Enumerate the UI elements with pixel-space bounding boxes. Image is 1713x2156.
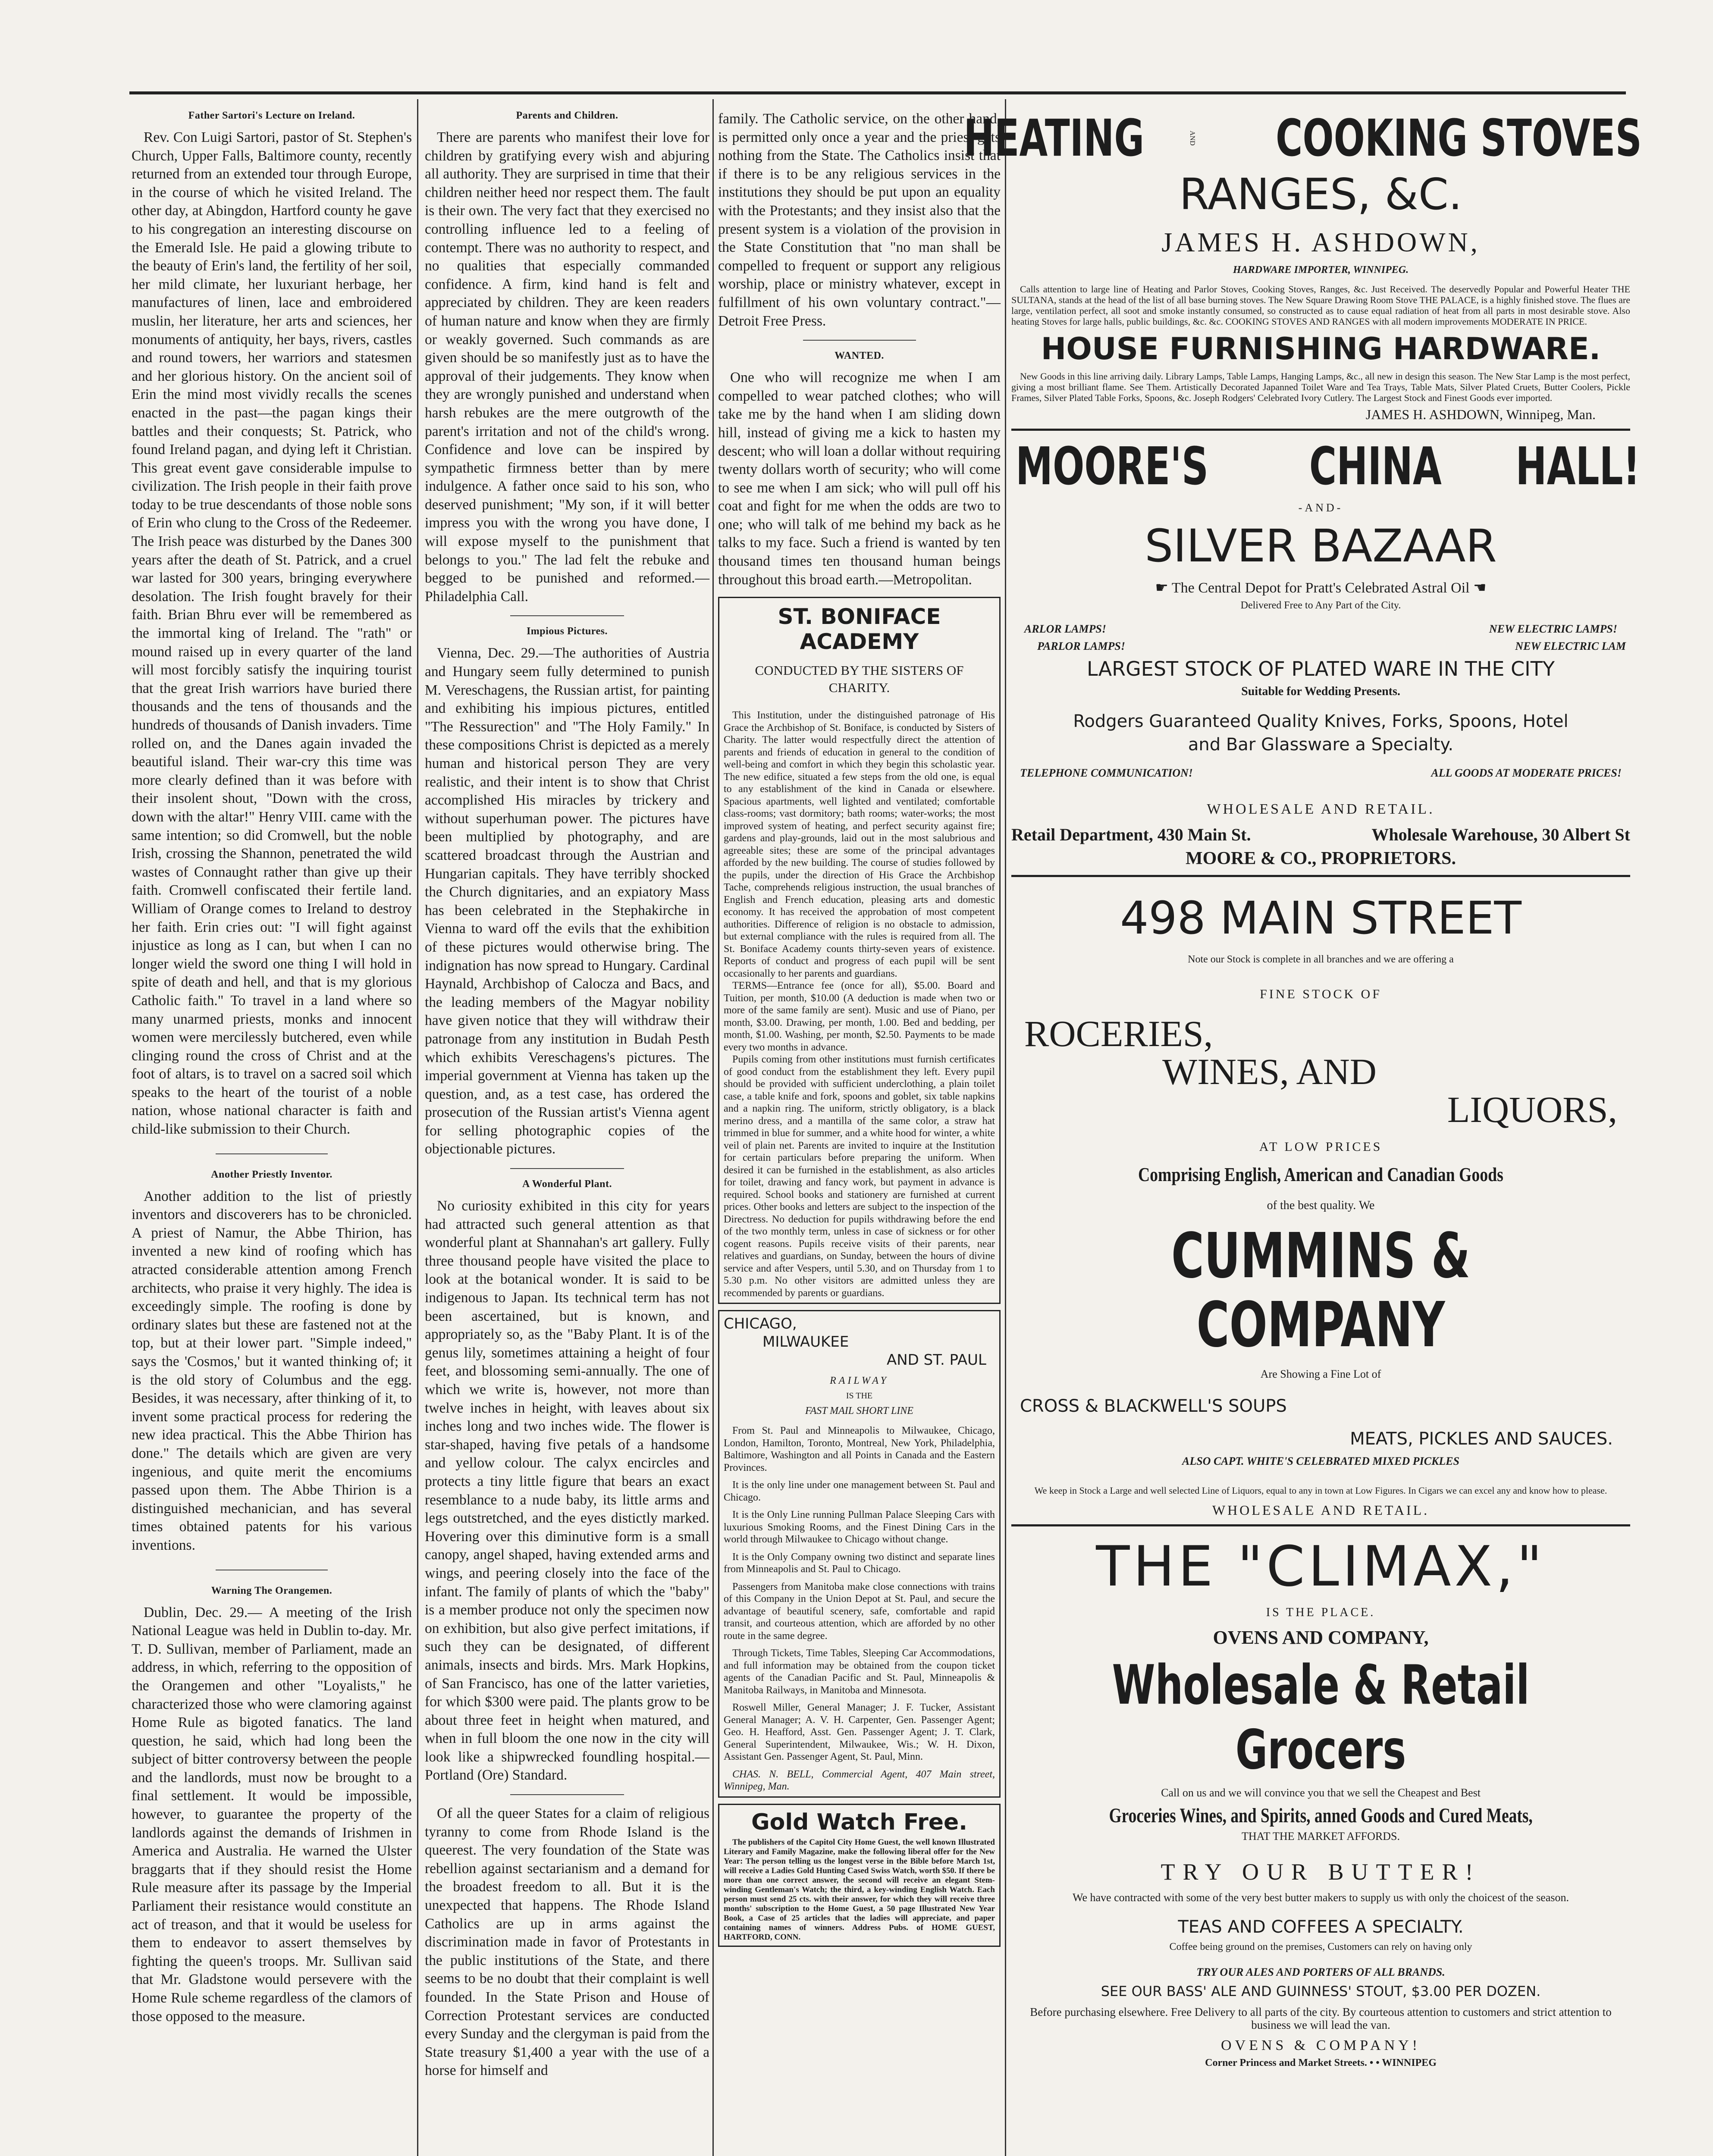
moore-free: Delivered Free to Any Part of the City. xyxy=(1240,600,1401,611)
lamp-line-2b: NEW ELECTRIC LAM xyxy=(1515,640,1626,652)
railway-line5: IS THE xyxy=(846,1391,873,1401)
separator xyxy=(803,340,916,341)
ashdown-sub: HARDWARE IMPORTER, WINNIPEG. xyxy=(1233,264,1409,276)
academy-title: ST. BONIFACE ACADEMY xyxy=(778,604,941,655)
article-body: There are parents who manifest their love for children by gratifying every wish and abjuring all authority. They are surprised in time that their children neither heed nor respect them. The fault is their own. The very fact that they exercised no controlling influence led to a feeling of contempt. There was no authority to respect, and no qualities that especially commanded confidence. A firm, kind hand is felt and appreciated by children. They are keen readers of human nature and know when they are firmly or weakly governed. Such commands as are given should be so manifestly just as to have the approval of their judgements. They know when they are wrongly punished and understand when harsh rebukes are the mere outgrowth of the parent's irritation and not of the child's wrong. Confidence and love can be inspired by sympathetic firmness better than by mere indulgence. A father once said to his son, who deserved punishment; "My son, if it will better impress you with the wrong you have done, I will expose myself to the punishment that belongs to you." The lad felt the rebuke and begged to be punished and reformed.—Philadelphia Call. xyxy=(425,129,709,605)
teas-coffees: TEAS AND COFFEES A SPECIALTY. xyxy=(1178,1917,1464,1937)
railway-advertisement xyxy=(718,1310,1001,1798)
wholesale-warehouse: Wholesale Warehouse, 30 Albert St xyxy=(1371,825,1630,844)
moore-word-2: CHINA xyxy=(1309,437,1442,497)
separator xyxy=(216,1153,328,1154)
wines-heading: WINES, AND xyxy=(1162,1051,1377,1092)
article-title: Impious Pictures. xyxy=(526,626,608,637)
moore-word-1: MOORE'S xyxy=(1016,437,1209,497)
rodgers-knives: Rodgers Guaranteed Quality Knives, Forks, Spoons, Hotel xyxy=(1073,711,1569,731)
article-title: A Wonderful Plant. xyxy=(522,1178,612,1190)
hfh-heading: HOUSE FURNISHING HARDWARE. xyxy=(1041,331,1601,367)
ad-rule xyxy=(1011,429,1630,431)
railway-line2: MILWAUKEE xyxy=(762,1333,849,1351)
hand-pointer-icon: ☛ xyxy=(1155,580,1172,596)
article-body: No curiosity exhibited in this city for years had attracted such general attention as that wonderful plant at Shannahan's art gallery. Fully three thousand people have visited the place to look at the botanical wonder. It is said to be indigenous to Japan. Its technical term has not been ascertained, but is known, and appropriately so, as the "Baby Plant. It is of the genus lily, sometimes attaining a height of four feet, and blossoming semi-annually. The one of which we write is, however, not more than twelve inches in height, with leaves about six inches long and two inches wide. The flower is star-shaped, having five petals of a handsome and yellow colour. The calyx encircles and protects a tiny little figure that bears an exact resemblance to a nude baby, its little arms and legs outstretched, and the eyes distictly marked. Hovering over this diminutive form is a small canopy, angel shaped, having extended arms and wings, and peering closely into the face of the infant. The family of plants of which the "baby" is a member produce not only the specimen now on exhibition, but also give perfect imitations, if such they can be designated, of different animals, insects and birds. Mrs. Mark Hopkins, of San Francisco, has one of the latter varieties, for which $300 were paid. The plants grow to be about three feet in height when matured, and when in full bloom the one now in the city will look like a shipwrecked foundling hospital.—Portland (Ore) Standard. xyxy=(425,1198,709,1783)
cummins-wholesale-retail: WHOLESALE AND RETAIL. xyxy=(1212,1502,1430,1518)
moore-and: -AND- xyxy=(1298,501,1343,514)
article-title: Father Sartori's Lecture on Ireland. xyxy=(188,110,355,121)
climax-corner: Corner Princess and Market Streets. • • WINNIPEG xyxy=(1205,2057,1437,2068)
low-prices: AT LOW PRICES xyxy=(1259,1140,1383,1154)
moderate-prices: ALL GOODS AT MODERATE PRICES! xyxy=(1431,767,1622,779)
moore-proprietors: MOORE & CO., PROPRIETORS. xyxy=(1186,849,1456,868)
article-title: WANTED. xyxy=(835,350,884,362)
climax-contracted: We have contracted with some of the very best butter makers to supply us with only the choicest of the season. xyxy=(1073,1891,1569,1904)
article-body: Of all the queer States for a claim of religious tyranny to come from Rhode Island is the queerest. The very foundation of the State was rebellion against sectarianism and a demand for the broadest freedom to all. But it is the unexpected that happens. The Rhode Island Catholics are up in arms against the discrimination made in favor of Protestants in the public institutions of the State, and there seems to be no doubt that their complaint is well founded. In the State Prison and House of Correction Protestant services are conducted every Sunday and the clergyman is paid from the State treasury $1,400 a year with the use of a horse for himself and xyxy=(425,1805,709,2079)
column-4 xyxy=(963,108,1642,2156)
ashdown-advertisement xyxy=(963,108,1642,423)
railway-line6: FAST MAIL SHORT LINE xyxy=(805,1405,913,1417)
separator xyxy=(510,1794,624,1795)
ranges-heading: RANGES, &C. xyxy=(1179,169,1462,219)
cummins-advertisement xyxy=(1011,890,1630,1518)
column-rule xyxy=(417,99,418,2156)
climax-call: Call on us and we will convince you that we sell the Cheapest and Best xyxy=(1161,1786,1481,1799)
academy-body: This Institution, under the distinguished patronage of His Grace the Archbishop of St. Boniface, is conducted by Sisters of Charity. The latter would respectfully direct the attention of parents and friends of education in general to the condition of well-being and comfort in which they begin this scholastic year. The new edifice, situated a few steps from the old one, is equal to any establishment of the kind in Canada or elsewhere. Spacious apartments, well lighted and ventilated; comfortable class-rooms; vast dormitory; bath rooms; water-works; the most improved system of heating, and perfect security against fire; gardens and play-grounds, laid out in the most salubrious and agreeable sites; these are some of the principal advantages afforded by the new building. The course of studies followed by the pupils, under the direction of His Grace the Archbishop Tache, comprehends religious instruction, the usual branches of English and French education, pleasing arts and domestic economy. It has received the approbation of most competent authorities. Difference of religion is no obstacle to admission, but external compliance with the rules is required from all. The St. Boniface Academy counts thirty-seven years of existence. Reports of conduct and progress of each pupil will be sent occasionally to her parents and guardians. xyxy=(724,710,995,979)
article-body: Vienna, Dec. 29.—The authorities of Austria and Hungary seem fully determined to punish M. Vereschagens, the Russian artist, for painting and exhibiting his impious pictures, entitled "The Ressurection" and "The Holy Family." In these compositions Christ is depicted as a merely human and historical person They are very realistic, and their intent is to show that Christ accomplished His miracles by trickery and without superhuman power. The pictures have been multiplied by photography, and are scattered broadcast through the Austrian and Hungarian capitals. They have terribly shocked the Church dignitaries, and an expiatory Mass has been celebrated in the Stephakirche in Vienna to ward off the evils that the exhibition of these pictures would otherwise bring. The indignation has now spread to Hungary. Cardinal Haynald, Archbishop of Calocza and Bacs, and the leading members of the Magyar nobility have given notice that they will withdraw their patronage from any institution in Budah Pesth which exhibits Vereschagens's pictures. The imperial government at Vienna has taken up the question, and, as a test case, has ordered the prosecution of the Russian artist's Vienna agent for selling photographic copies of the objectionable pictures. xyxy=(425,645,709,1157)
retail-department: Retail Department, 430 Main St. xyxy=(1011,825,1251,844)
article-rhode-island xyxy=(425,1805,709,2080)
article-title: Warning The Orangemen. xyxy=(211,1585,333,1596)
lamp-line-1b: NEW ELECTRIC LAMPS! xyxy=(1489,623,1617,635)
railway-line1: CHICAGO, xyxy=(724,1315,797,1333)
article-title: Another Priestly Inventor. xyxy=(211,1169,333,1180)
article-body: family. The Catholic service, on the other hand, is permitted only once a year and the priest gets nothing from the State. The Catholics insist that if there is to be any religious services in the institutions they should be put upon an equality with the Protestants; and they insist also that the present system is a violation of the provision in the State Constitution that "no man shall be compelled to frequent or support any religious worship, place or ministry whatever, except in fulfillment of his own voluntary contract."—Detroit Free Press. xyxy=(718,111,1001,329)
academy-terms: TERMS—Entrance fee (once for all), $5.00. Board and Tuition, per month, $10.00 (A deduction is made when two or more of the same family are sent). Music and use of Piano, per month, $3.00. Drawing, per month, 1.00. Bed and bedding, per month, $1.00. Washing, per month, $2.50. Payments to be made every two months in advance. xyxy=(724,980,995,1053)
try-our-butter: TRY OUR BUTTER! xyxy=(1161,1859,1481,1885)
bar-glassware: and Bar Glassware a Specialty. xyxy=(1188,735,1454,755)
article-orangemen xyxy=(132,1585,412,2026)
article-inventor xyxy=(132,1169,412,1555)
ovens-company: OVENS AND COMPANY, xyxy=(1213,1627,1429,1648)
railway-p2: It is the only line under one management between St. Paul and Chicago. xyxy=(724,1479,995,1503)
column-rule xyxy=(1005,99,1006,2156)
groceries-heading: ROCERIES, xyxy=(1024,1013,1213,1054)
top-rule xyxy=(129,91,1626,94)
cross-blackwell: CROSS & BLACKWELL'S SOUPS xyxy=(1020,1396,1287,1416)
academy-rules: Pupils coming from other institutions must furnish certificates of good conduct from the establishment they left. Every pupil should be provided with sufficient underclothing, a plain toilet case, a table knife and fork, spoons and goblet, six table napkins and a napkin ring. The uniform, strictly obligatory, is a black merino dress, and a mantilla of the same color, a straw hat trimmed in blue for summer, and a white hood for winter, a white veil of plain net. Parents are invited to inquire at the Institution for certain particulars before preparing the uniform. When desired it can be furnished in the establishment, as also articles for toilet, drawing and fancy work, but payment in advance is required. School books and stationery are furnished at current prices. Other books and letters are subject to the inspection of the Directress. No deduction for pupils withdrawing before the end of the two monthly term, unless in case of sickness or for other cogent reasons. Pupils receive visits of their parents, near relatives and guardians, on Sunday, between the hours of divine service and after Vespers, until 5.30, and on Thursday from 1 to 5.30 p.m. No other visitors are admitted unless they are recommended by parents or guardians. xyxy=(724,1054,995,1299)
climax-before: Before purchasing elsewhere. Free Delivery to all parts of the city. By courteous attention to customers and strict attention to business we will lead the van. xyxy=(1030,2006,1612,2031)
railway-line4: RAILWAY xyxy=(830,1375,889,1387)
climax-advertisement xyxy=(1011,1535,1630,2069)
cummins-company-heading: CUMMINS & COMPANY xyxy=(1171,1219,1471,1361)
separator xyxy=(510,615,624,616)
railway-p7: Roswell Miller, General Manager; J. F. Tucker, Assistant General Manager; A. V. H. Carpenter, Gen. Passenger Agent; Geo. H. Heafford, Asst. Gen. Passenger Agent; J. T. Clark, General Superintendent, Milwaukee, Wis.; W. H. Dixon, Assistant Gen. Passenger Agent, St. Paul, Minn. xyxy=(724,1702,995,1763)
moore-word-3: HALL! xyxy=(1515,437,1641,497)
wholesale-retail-grocers: Wholesale & Retail Grocers xyxy=(1112,1653,1530,1781)
moore-depot: ☛ The Central Depot for Pratt's Celebrated Astral Oil ☚ xyxy=(1155,580,1487,596)
cummins-note: Note our Stock is complete in all branches and we are offering a xyxy=(1188,954,1454,965)
railway-p3: It is the Only Line running Pullman Palace Sleeping Cars with luxurious Smoking Rooms, and the Finest Dining Cars in the world through Milwaukee to Chicago without change. xyxy=(724,1509,995,1545)
fine-stock: FINE STOCK OF xyxy=(1260,987,1382,1001)
hfh-body: New Goods in this line arriving daily. Library Lamps, Table Lamps, Hanging Lamps, &c., all new in design this season. The New Star Lamp is the most perfect, giving a most brilliant flame. See Them. Artistically Decorated Japanned Toilet Ware and Tea Trays, Table Mats, Silver Plated Cruets, Butter Coolers, Pickle Frames, Silver Plated Table Forks, Spoons, &c. Joseph Rodgers' Celebrated Ivory Cutlery. The Largest Stock and Finest Goods ever imported. xyxy=(1011,371,1630,403)
railway-p6: Through Tickets, Time Tables, Sleeping Car Accommodations, and full information may be obtained from the coupon ticket agents of the Canadian Pacific and St. Paul, Minneapolis & Manitoba Railways, in Manitoba and Minnesota. xyxy=(724,1648,995,1696)
article-body: One who will recognize me when I am compelled to wear patched clothes; who will take me by the hand when I am sliding down hill, instead of giving me a kick to hasten my descent; who will loan a dollar without requiring twenty dollars worth of security; who will come to see me when I am sick; who will pull off his coat and fight for me when the odds are two to one; who will talk of me behind my back as he talks to my face. Such a friend is wanted by ten thousand times ten thousand human beings throughout this broad earth.—Metropolitan. xyxy=(718,370,1001,588)
climax-market: THAT THE MARKET AFFORDS. xyxy=(1242,1830,1400,1843)
moore-advertisement xyxy=(1011,437,1641,869)
telephone-communication: TELEPHONE COMMUNICATION! xyxy=(1020,767,1193,779)
academy-subtitle: CONDUCTED BY THE SISTERS OF CHARITY. xyxy=(755,663,964,696)
goldwatch-title: Gold Watch Free. xyxy=(751,1809,968,1835)
article-title: Parents and Children. xyxy=(516,110,618,121)
railway-p5: Passengers from Manitoba make close connections with trains of this Company in the Union Depot at St. Paul, and secure the advantage of beautiful scenery, safe, comfortable and rapid transit, and courteous attention, which are afforded by no other route in the same degree. xyxy=(724,1581,995,1642)
and-label: AND xyxy=(1188,130,1196,146)
academy-advertisement xyxy=(718,597,1001,1304)
railway-p8: CHAS. N. BELL, Commercial Agent, 407 Main street, Winnipeg, Man. xyxy=(724,1768,995,1792)
ad-rule xyxy=(1011,875,1630,877)
column-3 xyxy=(718,110,1001,2156)
railway-line3: AND ST. PAUL xyxy=(886,1351,986,1369)
main-street-heading: 498 MAIN STREET xyxy=(1120,892,1522,944)
railway-p4: It is the Only Company owning two distinct and separate lines from Minneapolis and St. Paul to Chicago. xyxy=(724,1551,995,1575)
ashdown-signature: JAMES H. ASHDOWN, Winnipeg, Man. xyxy=(1365,407,1596,422)
cummins-keep: We keep in Stock a Large and well selected Line of Liquors, equal to any in town at Low Figures. In Cigars we can excel any and know how to please. xyxy=(1034,1485,1607,1496)
cummins-showing: Are Showing a Fine Lot of xyxy=(1260,1368,1381,1380)
ashdown-name: JAMES H. ASHDOWN, xyxy=(1161,227,1480,257)
ad-rule xyxy=(1011,1524,1630,1526)
climax-groceries: Groceries Wines, and Spirits, anned Goods and Cured Meats, xyxy=(1109,1804,1533,1827)
article-plant xyxy=(425,1178,709,1785)
article-body: Rev. Con Luigi Sartori, pastor of St. Stephen's Church, Upper Falls, Baltimore county, recently returned from an extended tour through Europe, in the course of which he visited Ireland. The other day, at Abingdon, Hartford county he gave to his congregation an interesting discourse on the Emerald Isle. He paid a glowing tribute to the beauty of Erin's land, the fertility of her soil, her mild climate, her luxuriant herbage, her manufactures of linen, lace and embroidered muslin, her literature, her arts and sciences, her monuments of antiquity, her bays, rivers, castles and round towers, her warriors and statesmen and her glorious history. On the ancient soil of Erin the mind most vividly recalls the scenes enacted in the past—the pagan kings their battles and their conquests; St. Patrick, who found Ireland pagan, and dying left it Christian. This great event gave considerable impulse to civilization. The Irish people in their faith prove today to be true descendants of those noble sons of Erin who clung to the Cross of the Redeemer. The Irish peace was disturbed by the Danes 300 years after the death of St. Patrick, and a cruel war lasted for 300 years, bringing everywhere desolation. The Irish fought bravely for their faith. Brian Bhru ever will be remembered as the immortal king of Ireland. The "rath" or mound raised up in every quarter of the land will most forcibly satisfy the inquiring tourist that the great Irish warriors have buried there thousands and the tens of thousands and the hundreds of thousands of Danish invaders. Time rolled on, and the Danes again invaded the beautiful island. Their war-cry this time was more clearly defined than it was before with their insolent shout, "Down with the cross, down with the altar!" Henry VIII. came with the same intention; so did Cromwell, but the noble Irish, crossing the Shannon, penetrated the wild wastes of Connaught rather than give up their faith. Cromwell confiscated their fertile land. William of Orange comes to Ireland to destroy her faith. Erin cries out: "I will fight against injustice as long as I can, but when I can no longer wield the sword one thing I will hold in spite of death and hell, and that is my glorious Catholic faith." To travel in a land where so many unarmed priests, monks and innocent women were mercilessly butchered, even while clinging round the cross of Christ and at the foot of altars, is to travel on a sacred soil which speaks to the heart of the tourist of a noble nation, whose national character is faith and child-like submission to their Church. xyxy=(132,129,412,1138)
article-sartori xyxy=(132,110,412,1139)
article-impious xyxy=(425,626,709,1159)
climax-ovens-co: OVENS & COMPANY! xyxy=(1220,2037,1421,2053)
ashdown-body: Calls attention to large line of Heating and Parlor Stoves, Cooking Stoves, Ranges, &c. Just Received. The deservedly Popular and Powerful Heater THE SULTANA, stands at the head of the list of all base burning stoves. The New Square Drawing Room Stove THE PALACE, is a highly finished stove. The flues are large, ventilation perfect, all soot and smoke instantly consumed, so constructed as to cause equal radiation of heat from all parts in most desirable stove. Also heating Stoves for large halls, public buildings, &c. &c. COOKING STOVES AND RANGES with all modern improvements MODERATE IN PRICE. xyxy=(1011,284,1630,327)
column-1 xyxy=(132,110,412,2156)
goldwatch-advertisement xyxy=(718,1804,1001,1947)
climax-bass: SEE OUR BASS' ALE AND GUINNESS' STOUT, $3.00 PER DOZEN. xyxy=(1101,1983,1541,1999)
separator xyxy=(510,1168,624,1169)
hand-pointer-icon: ☚ xyxy=(1469,580,1487,596)
article-body: Dublin, Dec. 29.— A meeting of the Irish National League was held in Dublin to-day. Mr. T. D. Sullivan, member of Parliament, made an address, in which, referring to the opposition of the Orangemen and other "Loyalists," he characterized those who were clamoring against Home Rule as bigoted fanatics. The land question, he said, which had long been the subject of bitter controversy between the people and the landlords, must now be brought to a final settlement. It would be impossible, however, to guarantee the property of the landlords against the demands of Irishmen in America and Australia. He warned the Ulster braggarts that if they should resist the Home Rule measure after its passage by the Imperial Parliament their resistance would constitute an act of treason, and that it would be useless for them to endeavor to assert themselves by fighting the queen's troops. Mr. Sullivan said that Mr. Gladstone would persevere with the Home Rule scheme regardless of the clamors of those opposed to the measure. xyxy=(132,1604,412,2024)
column-2 xyxy=(425,110,709,2156)
lamp-line-2a: PARLOR LAMPS! xyxy=(1037,640,1125,652)
article-wanted xyxy=(718,350,1001,589)
climax-place: IS THE PLACE. xyxy=(1266,1606,1376,1619)
climax-coffee: Coffee being ground on the premises, Customers can rely on having only xyxy=(1169,1941,1472,1952)
largest-stock: LARGEST STOCK OF PLATED WARE IN THE CITY xyxy=(1087,657,1555,680)
meats-pickles: MEATS, PICKLES AND SAUCES. xyxy=(1350,1429,1613,1449)
column-rule xyxy=(712,99,714,2156)
silver-bazaar-heading: SILVER BAZAAR xyxy=(1145,520,1497,572)
heating-heading: HEATING xyxy=(963,108,1145,168)
lamp-line-1a: ARLOR LAMPS! xyxy=(1024,623,1106,635)
capt-white: ALSO CAPT. WHITE'S CELEBRATED MIXED PICKLES xyxy=(1182,1455,1459,1467)
wedding-presents: Suitable for Wedding Presents. xyxy=(1241,685,1400,698)
railway-p1: From St. Paul and Minneapolis to Milwaukee, Chicago, London, Hamilton, Toronto, Montreal, New York, Philadelphia, Baltimore, Washington and all Points in Canada and the Eastern Provinces. xyxy=(724,1425,995,1473)
cooking-heading: COOKING STOVES xyxy=(1275,108,1642,168)
goldwatch-body: The publishers of the Capitol City Home Guest, the well known Illustrated Literary and Family Magazine, make the following liberal offer for the New Year: The person telling us the longest verse in the Bible before March 1st, will receive a Ladies Gold Hunting Cased Swiss Watch, worth $50. If there be more than one correct answer, the second will receive an elegant Stem-winding Gentleman's Watch; the third, a key-winding English Watch. Each person must send 25 cts. with their answer, for which they will receive three months' subscription to the Home Guest, a 50 page Illustrated New Year Book, a Case of 25 articles that the ladies will appreciate, and paper containing names of winners. Address Pubs. of HOME GUEST, HARTFORD, CONN. xyxy=(724,1837,995,1942)
moore-wholesale-retail: WHOLESALE AND RETAIL. xyxy=(1207,801,1435,817)
article-body: Another addition to the list of priestly inventors and discoverers has to be chronicled. A priest of Namur, the Abbe Thirion, has invented a new kind of roofing which has atracted considerable attention among French architects, who praise it very highly. The idea is exceedingly simple. The roofing is done by ordinary slates but these are fastened not at the top, but at their lower part. "Simple indeed," says the 'Cosmos,' but it wanted thinking of; it is the old story of Columbus and the egg. Besides, it was necessary, after thinking of it, to invent some practical process for redering the new idea practical. This the Abbe Thirion has done." The details which are given are very ingenious, and quite merit the encomiums passed upon them. The Abbe Thirion is a distinguished mechanician, and has several times obtained patents for his various inventions. xyxy=(132,1188,412,1553)
liquors-heading: LIQUORS, xyxy=(1447,1089,1617,1130)
comprising: Comprising English, American and Canadian Goods xyxy=(1138,1163,1503,1185)
article-parents xyxy=(425,110,709,606)
climax-ales: TRY OUR ALES AND PORTERS OF ALL BRANDS. xyxy=(1196,1966,1445,1978)
best-quality: of the best quality. We xyxy=(1267,1199,1375,1212)
climax-heading: THE "CLIMAX," xyxy=(1096,1535,1546,1599)
